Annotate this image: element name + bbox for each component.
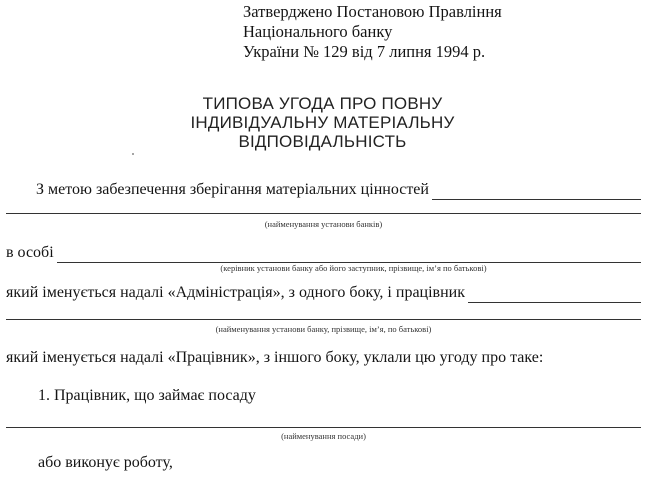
intro-line: [36, 180, 641, 200]
position-rule: [6, 427, 641, 428]
caption-head: (керівник установи банку або його заступник, прізвище, ім’я по батькові): [220, 263, 487, 273]
employee-blank: [468, 288, 641, 303]
title-line-1: ТИПОВА УГОДА ПРО ПОВНУ: [202, 94, 443, 113]
person-prefix: в особі: [6, 244, 54, 261]
administration-line: [6, 283, 641, 303]
administration-text: який іменується надалі «Адміністрація», з одного боку, і працівник: [6, 284, 465, 301]
institution-blank: [432, 185, 641, 200]
institution-rule: [6, 213, 641, 214]
caption-employee: (найменування установи банку, прізвище, ім’я, по батькові): [215, 324, 432, 334]
head-blank: [57, 248, 641, 263]
approval-line-2: Національного банку: [243, 22, 393, 41]
caption-institution: (найменування установи банків): [264, 219, 383, 229]
title-line-2: ІНДИВІДУАЛЬНУ МАТЕРІАЛЬНУ: [190, 113, 455, 132]
document-title: [0, 94, 645, 151]
intro-text: З метою забезпечення зберігання матеріальних цінностей: [36, 181, 429, 198]
caption-position: (найменування посади): [281, 431, 366, 441]
approval-stamp: [243, 2, 502, 62]
or-work-text: або виконує роботу,: [38, 454, 173, 471]
scan-speck: [132, 153, 134, 155]
title-line-3: ВІДПОВІДАЛЬНІСТЬ: [238, 132, 407, 151]
worker-paragraph: який іменується надалі «Працівник», з іншого боку, уклали цю угоду про таке:: [6, 349, 544, 366]
approval-line-1: Затверджено Постановою Правління: [243, 2, 502, 21]
approval-line-3: України № 129 від 7 липня 1994 р.: [243, 42, 486, 61]
clause-1-text: 1. Працівник, що займає посаду: [38, 387, 256, 404]
employee-rule: [6, 319, 641, 320]
person-line: [6, 243, 641, 263]
